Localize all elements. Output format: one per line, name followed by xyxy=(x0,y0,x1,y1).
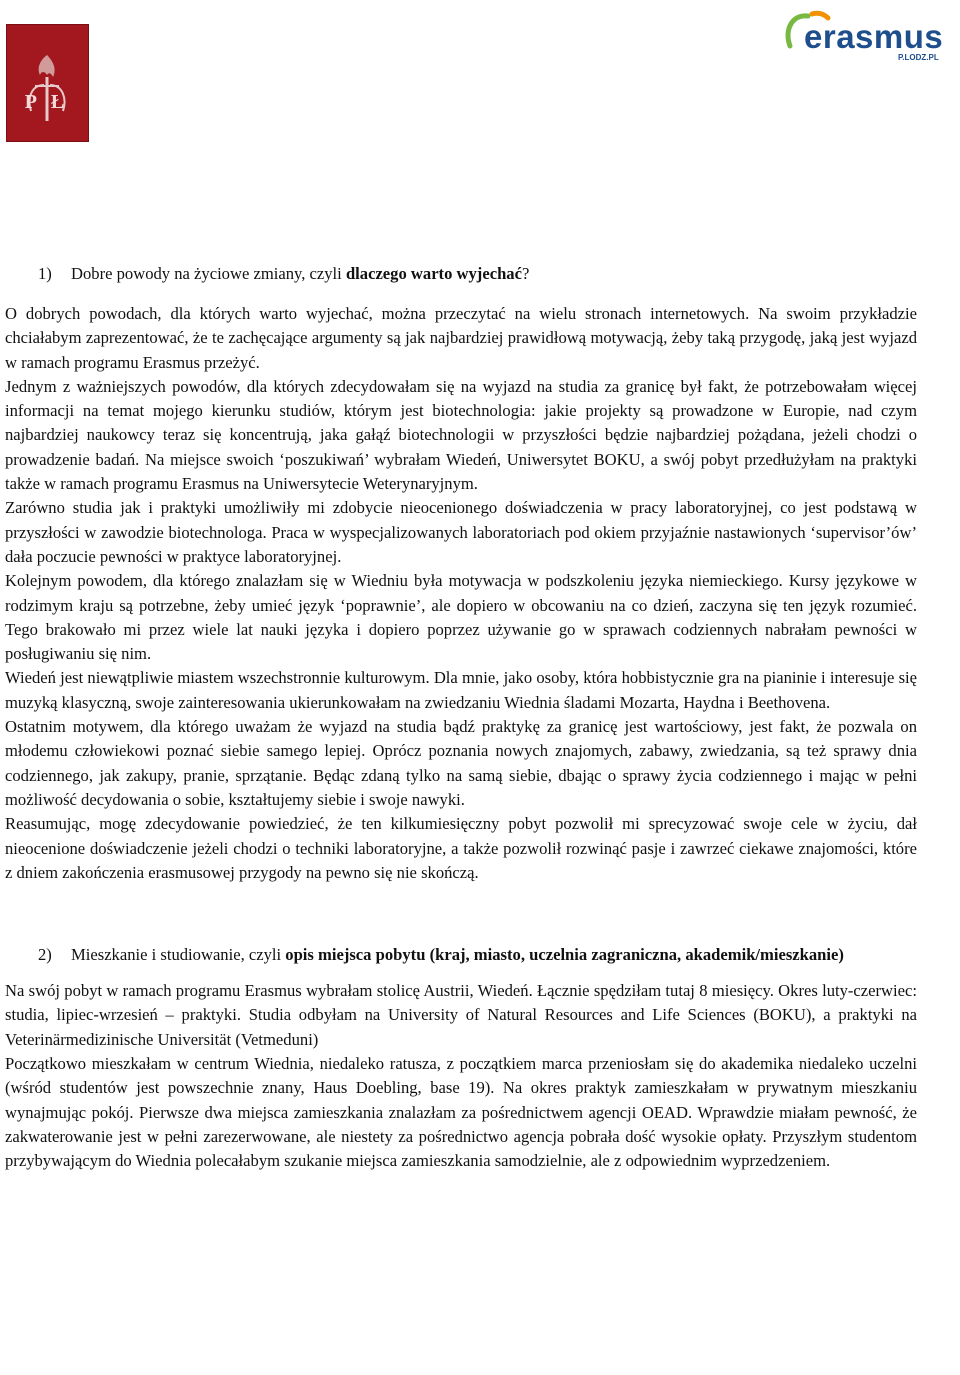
section-1-heading-plain: Dobre powody na życiowe zmiany, czyli xyxy=(71,264,346,283)
logo-letters: PŁ xyxy=(24,91,79,113)
erasmus-wordmark: erasmus xyxy=(804,18,944,55)
university-logo xyxy=(6,24,89,142)
paragraph: Reasumując, mogę zdecydowanie powiedzieć, że ten kilkumiesięczny pobyt pozwolił mi sprecyzować swoje cele w życiu, dał nieocenione doświadczenie jeżeli chodzi o techniki laboratoryjne, a także pozwolił rozwinąć pasje i zawrzeć ciekawe znajomości, które z dniem zakończenia erasmusowej przygody na pewno się nie skończą. xyxy=(5,814,917,882)
section-2-heading-bold: opis miejsca pobytu (kraj, miasto, uczelnia zagraniczna, akademik/mieszkanie) xyxy=(285,945,844,965)
section-1-heading-bold: dlaczego warto wyjechać xyxy=(345,264,522,283)
paragraph: Ostatnim motywem, dla którego uważam że wyjazd na studia bądź praktykę za granicę jest wartościowy, jest fakt, że pozwala on młodemu człowiekowi poznać siebie samego lepiej. Oprócz poznania nowych znajomych, zabawy, zwiedzania, są też sprawy dnia codziennego, jak zakupy, pranie, sprzątanie. Będąc zdaną tylko na samą siebie, dbając o sprawy życia codziennego i mając w pełni możliwość decydowania o sobie, kształtujemy siebie i swoje nawyki. xyxy=(5,717,917,809)
section-2-number: 2) xyxy=(38,945,52,965)
paragraph: Jednym z ważniejszych powodów, dla których zdecydowałam się na wyjazd na studia za granicę był fakt, że potrzebowałam więcej informacji na temat mojego kierunku studiów, którym jest biotechnologia: jakie projekty są prowadzone w Europie, nad czym najbardziej naukowcy teraz się koncentrują, jaka gałąź biotechnologii w przyszłości będzie najbardziej pożądana, jeżeli chodzi o prowadzenie badań. Na miejsce swoich ‘poszukiwań’ wybrałam Wiedeń, Uniwersytet BOKU, a swój pobyt przedłużyłam na praktyki także w ramach programu Erasmus na Uniwersytecie Weterynaryjnym. xyxy=(5,376,917,494)
section-2-heading-plain: Mieszkanie i studiowanie, czyli xyxy=(71,945,286,965)
section-1-number: 1) xyxy=(38,264,52,283)
paragraph: Na swój pobyt w ramach programu Erasmus wybrałam stolicę Austrii, Wiedeń. Łącznie spędziłam tutaj 8 miesięcy. Okres luty-czerwiec: studia, lipiec-wrzesień – praktyki. Studia odbyłam na University of Natural Resources and Life Sciences (BOKU), a praktyki na Veterinärmedizinische Universität (Vetmeduni) xyxy=(5,981,917,1049)
erasmus-logo xyxy=(780,8,950,68)
paragraph: Wiedeń jest niewątpliwie miastem wszechstronnie kulturowym. Dla mnie, jako osoby, która hobbistycznie gra na pianinie i interesuje się muzyką klasyczną, swoje zainteresowania ukierunkowałam na zwiedzaniu Wiednia śladami Mozarta, Haydna i Beethovena. xyxy=(5,668,917,712)
document-body xyxy=(5,262,917,1174)
torch-emblem-icon xyxy=(7,25,88,141)
section-1-heading xyxy=(5,262,917,286)
paragraph: Kolejnym powodem, dla którego znalazłam się w Wiedniu była motywacja w podszkoleniu języka niemieckiego. Kursy językowe w rodzimym kraju są potrzebne, żeby umieć język ‘poprawnie’, ale dopiero w obcowaniu na co dzień, zaczyna się ten język rozumieć. Tego brakowało mi przez wiele lat nauki języka i dopiero poprzez używanie go w sprawach codziennych nabrałam pewności w posługiwaniu się nim. xyxy=(5,571,917,664)
section-1-heading-end: ? xyxy=(521,264,530,283)
paragraph: O dobrych powodach, dla których warto wyjechać, można przeczytać na wielu stronach internetowych. Na swoim przykładzie chciałabym zaprezentować, że te zachęcające argumenty są jak najbardziej prawidłową motywacją, żeby taką przygodę, jaką jest wyjazd w ramach programu Erasmus przeżyć. xyxy=(5,304,917,372)
erasmus-subtext: P.LODZ.PL xyxy=(898,53,939,62)
paragraph: Zarówno studia jak i praktyki umożliwiły mi zdobycie nieocenionego doświadczenia w pracy laboratoryjnej, co jest podstawą w przyszłości w zawodzie biotechnologa. Praca w wyspecjalizowanych laboratoriach pod okiem przyjaźnie nastawionych ‘supervisor’ów’ dała poczucie pewności w praktyce laboratoryjnej. xyxy=(5,498,917,566)
section-2-heading xyxy=(5,943,917,967)
paragraph: Początkowo mieszkałam w centrum Wiednia, niedaleko ratusza, z początkiem marca przeniosłam się do akademika niedaleko uczelni (wśród studentów jest powszechnie znany, Haus Doebling, base 19). Na okres praktyk zamieszkałam w prywatnym mieszkaniu wynajmując pokój. Pierwsze dwa miejsca zamieszkania znalazłam za pośrednictwem agencji OEAD. Wprawdzie miałam pewność, że zakwaterowanie jest w pełni zarezerwowane, ale niestety za pośrednictwo agencja pobrała dość wysokie opłaty. Przyszłym studentom przybywającym do Wiednia polecałabym szukanie miejsca zamieszkania samodzielnie, ale z odpowiednim wyprzedzeniem. xyxy=(5,1054,917,1171)
